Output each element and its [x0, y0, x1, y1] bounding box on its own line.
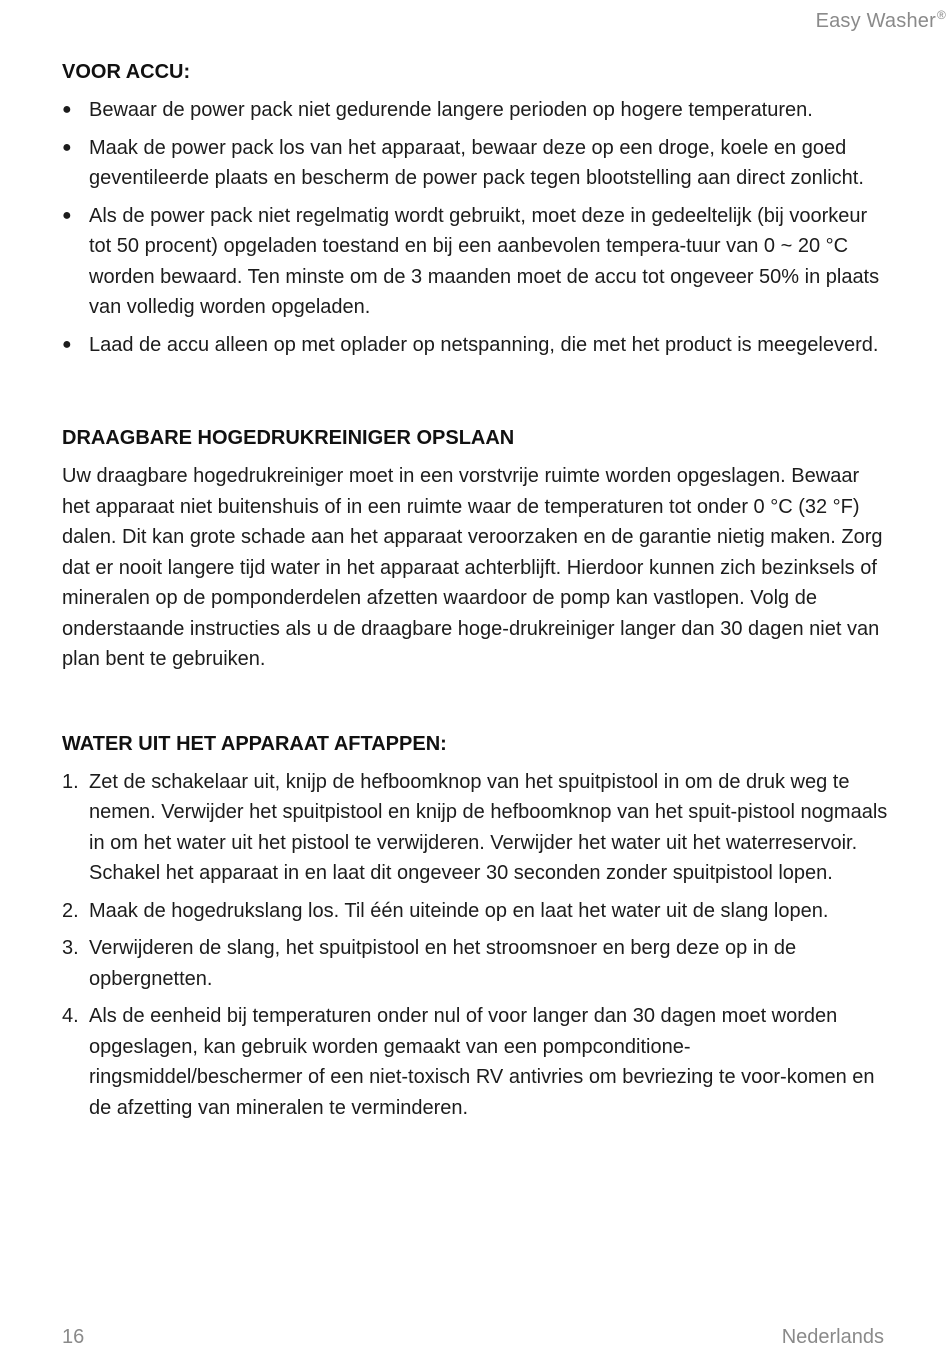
page-content	[62, 57, 890, 1130]
accu-bullet-list	[62, 95, 890, 360]
list-item	[62, 767, 890, 889]
heading-voor-accu: VOOR ACCU:	[62, 61, 191, 83]
list-item	[62, 896, 890, 927]
step-number: 3.	[62, 937, 79, 959]
running-header	[816, 8, 946, 33]
list-item-text: Als de power pack niet regelmatig wordt gebruikt, moet deze in gedeeltelijk (bij voorkeur tot 50 procent) opgeladen toestand en bij een aanbevolen tempera-tuur van 0 ~ 20 °C worden bewaard. Ten minste om de 3 maanden moet de accu tot ongeveer 50% in plaats van volledig worden opgeladen.	[89, 204, 880, 318]
list-item	[62, 133, 890, 194]
bullet-icon: ●	[62, 101, 72, 118]
heading-aftappen: WATER UIT HET APPARAAT AFTAPPEN:	[62, 732, 447, 755]
list-item-text: Maak de power pack los van het apparaat, bewaar deze op een droge, koele en goed geventileerde plaats en bescherm de power pack tegen blootstelling aan direct zonlicht.	[89, 136, 864, 189]
step-text: Zet de schakelaar uit, knijp de hefboomknop van het spuitpistool in om de druk weg te nemen. Verwijder het spuitpistool en knijp de hefboomknop van het spuit-pistool nogmaals in om het water uit het pistool te verwijderen. Verwijder het water uit het waterreservoir. Schakel het apparaat in en laat dit ongeveer 30 seconden zonder spuitpistool lopen.	[89, 770, 888, 884]
bullet-icon: ●	[62, 138, 72, 156]
list-item-text: Laad de accu alleen op met oplader op netspanning, die met het product is meegeleverd.	[89, 333, 879, 356]
step-text: Verwijderen de slang, het spuitpistool en het stroomsnoer en berg deze op in de opbergnetten.	[89, 937, 797, 990]
heading-opslaan: DRAAGBARE HOGEDRUKREINIGER OPSLAAN	[62, 427, 515, 449]
footer-language: Nederlands	[781, 1326, 884, 1348]
list-item-text: Bewaar de power pack niet gedurende langere perioden op hogere temperaturen.	[89, 99, 813, 121]
step-text: Maak de hogedrukslang los. Til één uiteinde op en laat het water uit de slang lopen.	[89, 899, 829, 922]
step-text: Als de eenheid bij temperaturen onder nul of voor langer dan 30 dagen moet worden opgeslagen, kan gebruik worden gemaakt van een pompconditione-ringsmiddel/beschermer of een niet-toxisch RV antivries om bevriezing te voor-komen en de afzetting van mineralen te verminderen.	[89, 1005, 875, 1119]
step-number: 2.	[62, 899, 79, 922]
step-number: 4.	[62, 1005, 79, 1027]
page-number: 16	[62, 1326, 85, 1348]
bullet-icon: ●	[62, 335, 72, 353]
step-number: 1.	[62, 770, 79, 793]
brand-name: Easy Washer	[815, 10, 936, 32]
registered-mark: ®	[936, 8, 946, 22]
list-item	[62, 330, 890, 361]
list-item	[62, 1001, 890, 1123]
bullet-icon: ●	[62, 206, 72, 224]
list-item	[62, 95, 890, 126]
section-spacer	[62, 675, 890, 729]
section-spacer	[62, 367, 890, 423]
storage-paragraph: Uw draagbare hogedrukreiniger moet in een vorstvrije ruimte worden opgeslagen. Bewaar het apparaat niet buitenshuis of in een ruimte waar de temperaturen tot onder 0 °C (32 °F) dalen. Dit kan grote schade aan het apparaat veroorzaken en de garantie nietig maken. Zorg dat er nooit langere tijd water in het apparaat achterblijft. Hierdoor kunnen zich bezinksels of mineralen op de pomponderdelen afzetten waardoor de pomp kan vastlopen. Volg de onderstaande instructies als u de draagbare hoge-drukreiniger langer dan 30 dagen niet van plan bent te gebruiken.	[62, 465, 883, 670]
list-item	[62, 201, 890, 323]
drain-steps-list	[62, 767, 890, 1124]
list-item	[62, 933, 890, 994]
